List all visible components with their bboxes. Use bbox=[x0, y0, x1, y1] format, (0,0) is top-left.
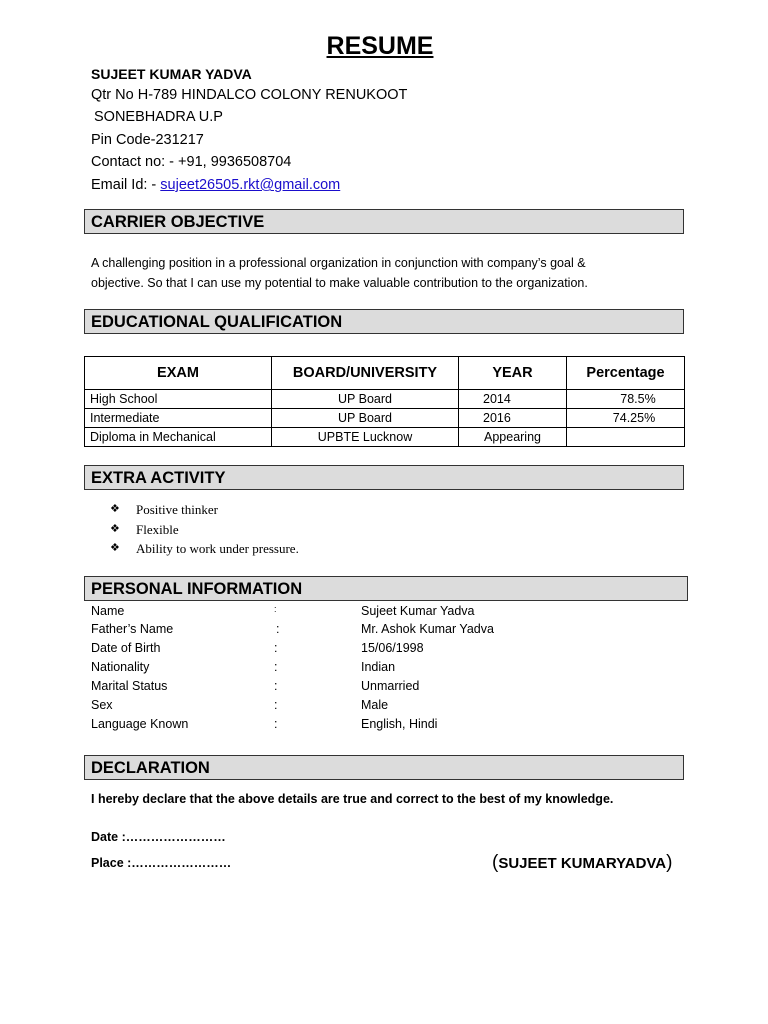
info-colon: : bbox=[274, 604, 277, 614]
info-row-sex bbox=[91, 698, 691, 717]
diamond-bullet-icon: ❖ bbox=[110, 542, 120, 554]
info-row-nationality bbox=[91, 660, 691, 679]
diamond-bullet-icon: ❖ bbox=[110, 522, 120, 535]
col-board: BOARD/UNIVERSITY bbox=[272, 357, 459, 390]
table-row bbox=[85, 409, 685, 428]
cell-year: Appearing bbox=[459, 428, 567, 447]
list-item: ❖ Flexible bbox=[110, 520, 299, 540]
col-year: YEAR bbox=[459, 357, 567, 390]
info-value: Indian bbox=[361, 660, 396, 674]
info-row-name bbox=[91, 604, 691, 623]
address-line-1: Qtr No H-789 HINDALCO COLONY RENUKOOT bbox=[91, 87, 408, 103]
info-colon: : bbox=[276, 622, 280, 636]
candidate-name: SUJEET KUMAR YADVA bbox=[91, 66, 252, 82]
info-row-language bbox=[91, 717, 691, 736]
table-row bbox=[85, 428, 685, 447]
info-value: Male bbox=[361, 698, 389, 712]
info-colon: : bbox=[274, 641, 278, 655]
info-value: Mr. Ashok Kumar Yadva bbox=[361, 622, 494, 636]
extra-activity-list bbox=[110, 500, 299, 559]
info-label: Father’s Name bbox=[91, 622, 174, 636]
col-percentage: Percentage bbox=[567, 357, 685, 390]
extra-activity-heading: EXTRA ACTIVITY bbox=[84, 465, 684, 490]
cell-year: 2014 bbox=[459, 390, 567, 409]
email-row bbox=[91, 177, 340, 193]
cell-year: 2016 bbox=[459, 409, 567, 428]
info-row-father bbox=[91, 622, 691, 641]
cell-exam: Intermediate bbox=[85, 409, 272, 428]
objective-text bbox=[91, 253, 686, 293]
education-heading: EDUCATIONAL QUALIFICATION bbox=[84, 309, 684, 334]
info-label: Language Known bbox=[91, 717, 189, 731]
address-line-2: SONEBHADRA U.P bbox=[94, 109, 223, 125]
declaration-heading: DECLARATION bbox=[84, 755, 684, 780]
info-colon: : bbox=[274, 717, 278, 731]
cell-exam: Diploma in Mechanical bbox=[85, 428, 272, 447]
info-colon: : bbox=[274, 698, 278, 712]
info-row-marital bbox=[91, 679, 691, 698]
cell-percentage bbox=[567, 428, 685, 447]
info-value: Unmarried bbox=[361, 679, 420, 693]
col-exam: EXAM bbox=[85, 357, 272, 390]
objective-line-2: objective. So that I can use my potential to make valuable contribution to the organization. bbox=[91, 276, 588, 290]
info-value: 15/06/1998 bbox=[361, 641, 424, 655]
signature-name: SUJEET KUMARYADVA bbox=[498, 855, 667, 872]
info-label: Nationality bbox=[91, 660, 150, 674]
declaration-text: I hereby declare that the above details are true and correct to the best of my knowledge. bbox=[91, 792, 614, 806]
diamond-bullet-icon: ❖ bbox=[110, 503, 120, 515]
info-label: Marital Status bbox=[91, 679, 168, 693]
objective-line-1: A challenging position in a professional organization in conjunction with company’s goal & bbox=[91, 256, 586, 270]
info-colon: : bbox=[274, 660, 278, 674]
email-link[interactable]: sujeet26505.rkt@gmail.com bbox=[160, 177, 341, 193]
open-paren-icon: ( bbox=[492, 852, 499, 873]
signature bbox=[492, 852, 672, 874]
info-label: Date of Birth bbox=[91, 641, 161, 655]
date-line: Date :…………………… bbox=[91, 830, 226, 844]
cell-percentage: 78.5% bbox=[567, 390, 685, 409]
objective-heading: CARRIER OBJECTIVE bbox=[84, 209, 684, 234]
education-header-row bbox=[85, 357, 685, 390]
info-row-dob bbox=[91, 641, 691, 660]
pin-code: Pin Code-231217 bbox=[91, 132, 204, 148]
cell-board: UPBTE Lucknow bbox=[272, 428, 459, 447]
cell-board: UP Board bbox=[272, 409, 459, 428]
place-line: Place :…………………… bbox=[91, 856, 232, 870]
list-item: ❖ Ability to work under pressure. bbox=[110, 539, 299, 559]
education-table bbox=[84, 356, 685, 447]
table-row bbox=[85, 390, 685, 409]
cell-board: UP Board bbox=[272, 390, 459, 409]
info-value: Sujeet Kumar Yadva bbox=[361, 604, 475, 618]
info-colon: : bbox=[274, 679, 278, 693]
info-value: English, Hindi bbox=[361, 717, 438, 731]
info-label: Sex bbox=[91, 698, 113, 712]
close-paren-icon: ) bbox=[666, 852, 673, 873]
email-label: Email Id: - bbox=[91, 177, 161, 193]
cell-exam: High School bbox=[85, 390, 272, 409]
list-item: ❖ Positive thinker bbox=[110, 500, 299, 520]
resume-title: RESUME bbox=[326, 32, 434, 60]
cell-percentage: 74.25% bbox=[567, 409, 685, 428]
personal-info-heading: PERSONAL INFORMATION bbox=[84, 576, 688, 601]
info-label: Name bbox=[91, 604, 125, 618]
contact-number: Contact no: - +91, 9936508704 bbox=[91, 154, 292, 170]
